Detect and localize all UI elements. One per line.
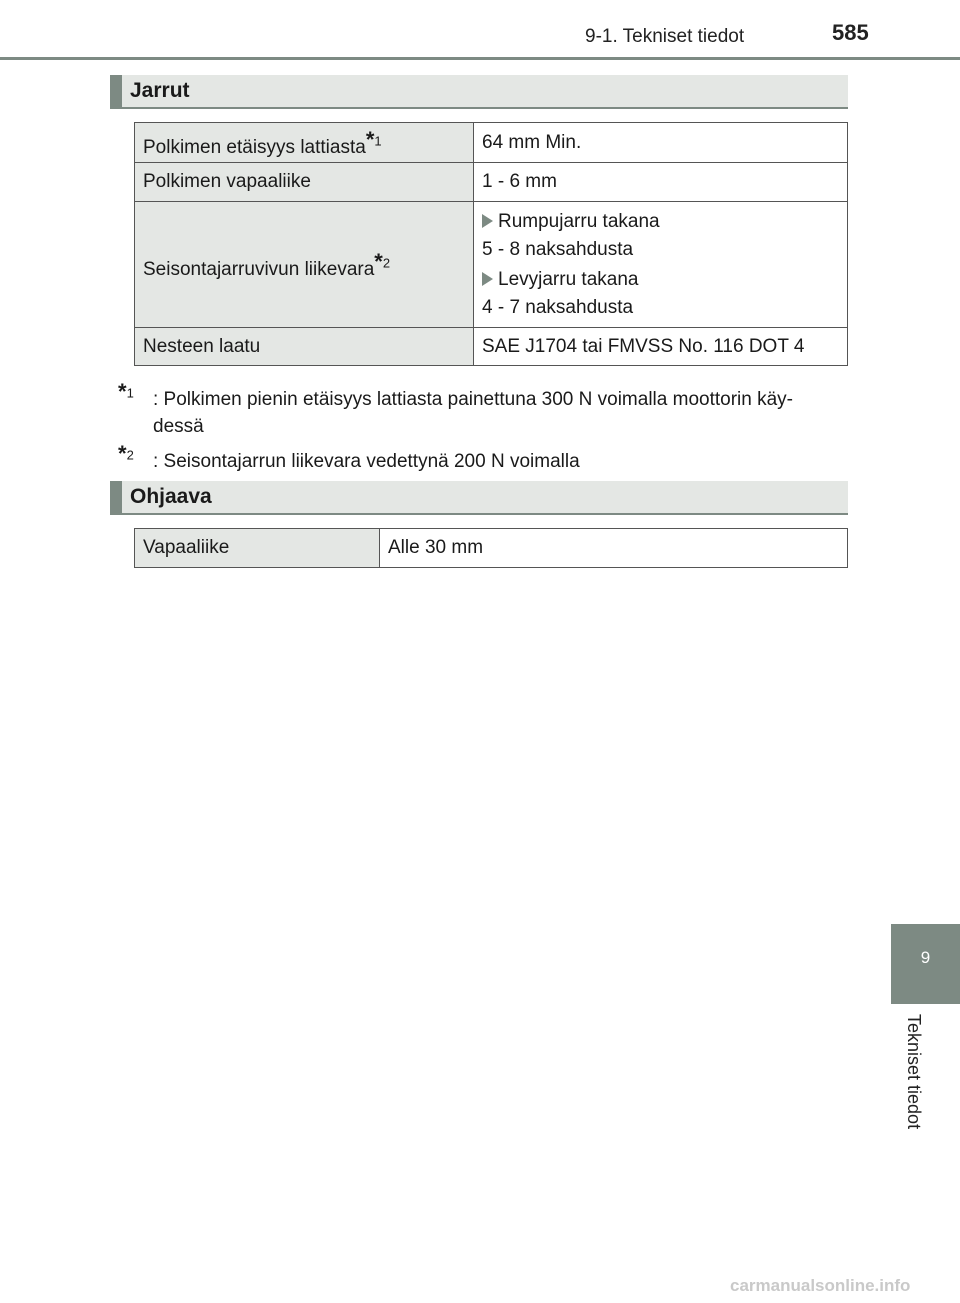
free-play-value: Alle 30 mm — [380, 529, 848, 568]
page-number: 585 — [832, 20, 869, 45]
parking-brake-label: Seisontajarruvivun liikevara — [143, 258, 375, 280]
table-row — [135, 163, 848, 202]
table-row — [135, 202, 848, 328]
drum-brake-value: 5 - 8 naksahdusta — [482, 238, 634, 260]
disc-brake-label: Levyjarru takana — [498, 268, 639, 290]
footnote-mark: 2 — [126, 447, 134, 463]
brakes-heading — [110, 75, 848, 109]
footnote-star: * — [118, 379, 127, 404]
footnote — [118, 378, 793, 440]
free-play-label: Vapaaliike — [135, 529, 380, 568]
pedal-height-label: Polkimen etäisyys lattiasta — [143, 136, 366, 158]
footnote-star: * — [365, 126, 375, 152]
pedal-height-value: 64 mm Min. — [474, 123, 848, 163]
list-item — [482, 208, 839, 236]
pedal-free-play-label: Polkimen vapaaliike — [135, 163, 474, 202]
steering-table — [134, 528, 848, 568]
table-row — [135, 328, 848, 366]
footnote-text: : Seisontajarrun liikevara vedettynä 200 N voimalla — [153, 451, 580, 472]
footnote-star: * — [374, 248, 383, 274]
table-row — [135, 529, 848, 568]
brakes-heading-text: Jarrut — [130, 79, 190, 102]
disc-brake-value: 4 - 7 naksahdusta — [482, 296, 634, 318]
pedal-free-play-value: 1 - 6 mm — [474, 163, 848, 202]
footnote-continuation: dessä — [153, 416, 204, 437]
section-title: 9-1. Tekniset tiedot — [585, 26, 745, 47]
table-cell-value — [474, 202, 848, 328]
table-cell-label — [135, 123, 474, 163]
fluid-type-label: Nesteen laatu — [135, 328, 474, 366]
list-item — [482, 266, 839, 294]
footnote-star: * — [118, 441, 127, 466]
steering-heading — [110, 481, 848, 515]
steering-heading-text: Ohjaava — [130, 485, 212, 508]
triangle-bullet-icon — [482, 272, 493, 286]
chapter-tab — [891, 924, 960, 1004]
footnote-mark: 1 — [126, 385, 134, 401]
table-row — [135, 123, 848, 163]
footnote-ref: 2 — [382, 255, 391, 271]
header-rule — [0, 57, 960, 60]
fluid-type-value: SAE J1704 tai FMVSS No. 116 DOT 4 — [474, 328, 848, 366]
watermark: carmanualsonline.info — [730, 1276, 911, 1295]
footnote-text: : Polkimen pienin etäisyys lattiasta painettuna 300 N voimalla moottorin käy- — [153, 389, 793, 410]
table-cell-label — [135, 202, 474, 328]
drum-brake-label: Rumpujarru takana — [498, 210, 660, 232]
chapter-label: Tekniset tiedot — [904, 1014, 924, 1130]
brakes-table — [134, 122, 848, 366]
footnote — [118, 440, 580, 475]
chapter-number: 9 — [920, 948, 931, 967]
footnote-ref: 1 — [374, 133, 382, 149]
triangle-bullet-icon — [482, 214, 493, 228]
